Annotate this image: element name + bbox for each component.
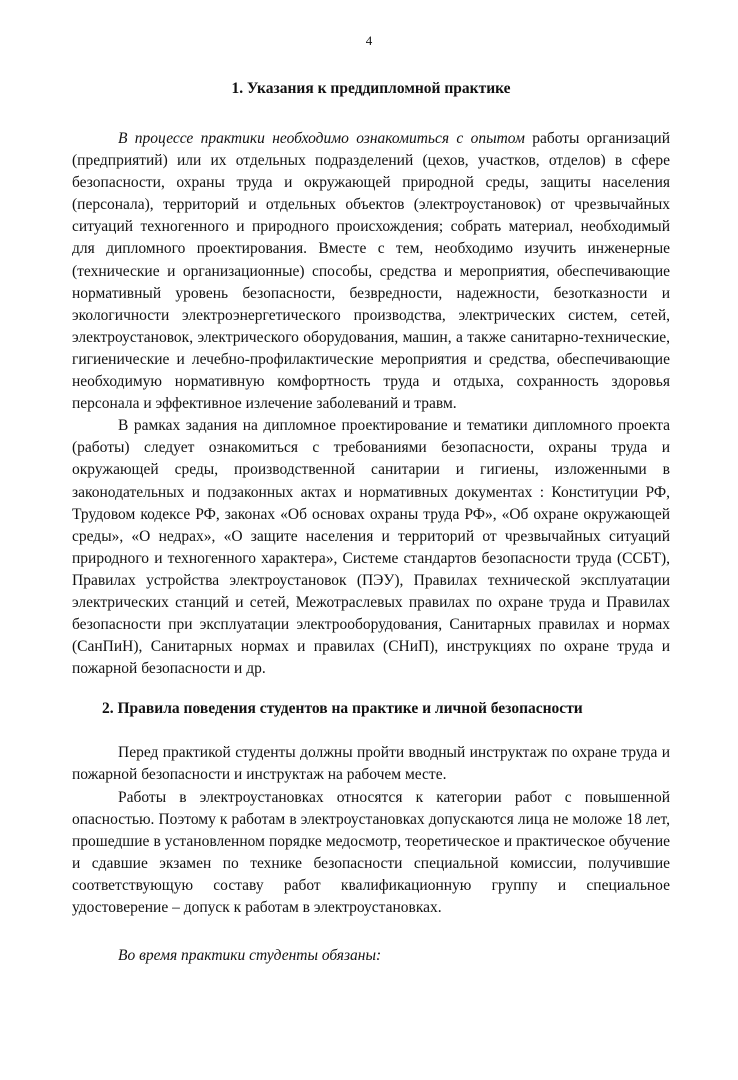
page-number: 4 <box>365 33 373 48</box>
section-2-paragraph-2: Работы в электроустановках относятся к категории работ с повышенной опасностью. Поэтому к работам в электроустановках допускаются лица не моложе 18 лет, прошедшие в установленном порядке медосмотр, теоретическое и практическое обучение и сдавшие экзамен по технике безопасности специальной комиссии, получившие соответствующую составу работ квалификационную группу и специальное удостоверение – допуск к работам в электроустановках. <box>72 788 670 916</box>
section-2-title: 2. Правила поведения студентов на практике и личной безопасности <box>102 700 583 718</box>
section-2-paragraph-1: Перед практикой студенты должны пройти вводный инструктаж по охране труда и пожарной безопасности и инструктаж на рабочем месте. <box>72 744 670 784</box>
section-1-paragraph-1 <box>72 128 670 415</box>
paragraph-lead: В процессе практики необходимо ознакомиться с опытом <box>118 130 525 147</box>
section-1-paragraph-2: В рамках задания на дипломное проектирование и тематики дипломного проекта (работы) следует ознакомиться с требованиями безопасности, охраны труда и окружающей среды, производственной санитарии и гигиены, изложенными в законодательных и подзаконных актах и нормативных документах : Конституции РФ, Трудовом кодексе РФ, законах «Об основах охраны труда РФ», «Об охране окружающей среды», «О недрах», «О защите населения и территорий от чрезвычайных ситуаций природного и техногенного характера», Системе стандартов безопасности труда (ССБТ), Правилах устройства электроустановок (ПЭУ), Правилах технической эксплуатации электрических станций и сетей, Межотраслевых правилах по охране труда и Правилах безопасности при эксплуатации электрооборудования, Санитарных правилах и нормах (СанПиН), Санитарных нормах и правилах (СНиП), инструкциях по охране труда и пожарной безопасности и др. <box>72 417 670 678</box>
page-body <box>72 78 670 967</box>
section-2-paragraph-3: Во время практики студенты обязаны: <box>118 947 382 965</box>
section-1-title: 1. Указания к преддипломной практике <box>231 80 511 97</box>
paragraph-rest: работы организаций (предприятий) или их отдельных подразделений (цехов, участков, отделов) в сфере безопасности, охраны труда и окружающей природной среды, защиты населения (персонала), территорий и отдельных объектов (электроустановок) от чрезвычайных ситуаций техногенного и природного происхождения; собрать материал, необходимый для дипломного проектирования. Вместе с тем, необходимо изучить инженерные (технические и организационные) способы, средства и мероприятия, обеспечивающие нормативный уровень безопасности, безвредности, надежности, безотказности и экологичности электроэнергетического производства, электрических систем, сетей, электроустановок, электрического оборудования, машин, а также санитарно-технические, гигиенические и лечебно-профилактические мероприятия и средства, обеспечивающие необходимую нормативную комфортность труда и отдыха, сохранность здоровья персонала и эффективное излечение заболеваний и травм. <box>72 130 670 413</box>
